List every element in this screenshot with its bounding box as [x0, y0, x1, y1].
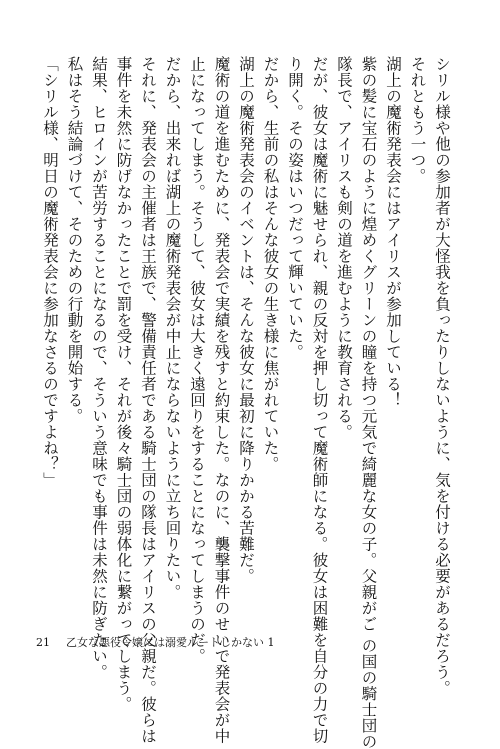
text-line: 事件を未然に防げなかったことで罰を受け、それが後々騎士団の弱体化に繋がってしまう。	[114, 56, 133, 712]
text-line: それに、発表会の主催者は王族で、警備責任者である騎士団の隊長はアイリスの父親だ。彼らは	[139, 56, 157, 744]
text-line: 「シリル様、明日の魔術発表会に参加なさるのですよね？」	[41, 56, 59, 488]
text-line: 紫の髪に宝石のように煌めくグリーンの瞳を持つ元気で綺麗な女の子。父親がご の国の騎士団の	[359, 56, 378, 749]
text-line: 私はそう結論づけて、そのための行動を開始する。	[65, 56, 84, 424]
text-line: シリル様や他の参加者が大怪我を負ったりしないように、気を付ける必要があるだろう。	[433, 56, 451, 696]
text-line: 止になってしまう。そうして、彼女は大きく遠回りをすることになってしまうのだ。	[188, 56, 206, 664]
text-line: それともう一つ。	[408, 56, 427, 184]
text-line: だから、出来れば湖上の魔術発表会が中止にならないように立ち回りたい。	[163, 56, 182, 600]
text-line: 隊長で、アイリスも剣の道を進むように教育される。	[335, 56, 353, 440]
book-title: 乙女な悪役令嬢には溺愛ルートしかない 1	[66, 636, 275, 649]
text-line: だが、彼女は魔術に魅せられ、親の反対を押し切って魔術師になる。彼女は困難を自分の力で切	[310, 56, 329, 744]
text-line: 湖上の魔術発表会にはアイリスが参加している！	[384, 56, 402, 408]
page-number: 21	[36, 636, 50, 649]
page-footer	[36, 634, 275, 650]
text-line: だから、生前の私はそんな彼女の生き様に焦がれていた。	[261, 56, 280, 472]
text-line: り開く。その姿はいつだって輝いていた。	[286, 56, 304, 360]
text-line: 湖上の魔術発表会のイベントは、そんな彼女に最初に降りかかる苦難だ。	[237, 56, 255, 584]
text-line: 結果、ヒロインが苦労することになるので、そういう意味でも事件は未然に防ぎたい。	[90, 56, 108, 680]
text-line: 魔術の道を進むために、発表会で実績を残すと約束した。なのに、襲撃事件のせいで発表会が中	[212, 56, 231, 744]
